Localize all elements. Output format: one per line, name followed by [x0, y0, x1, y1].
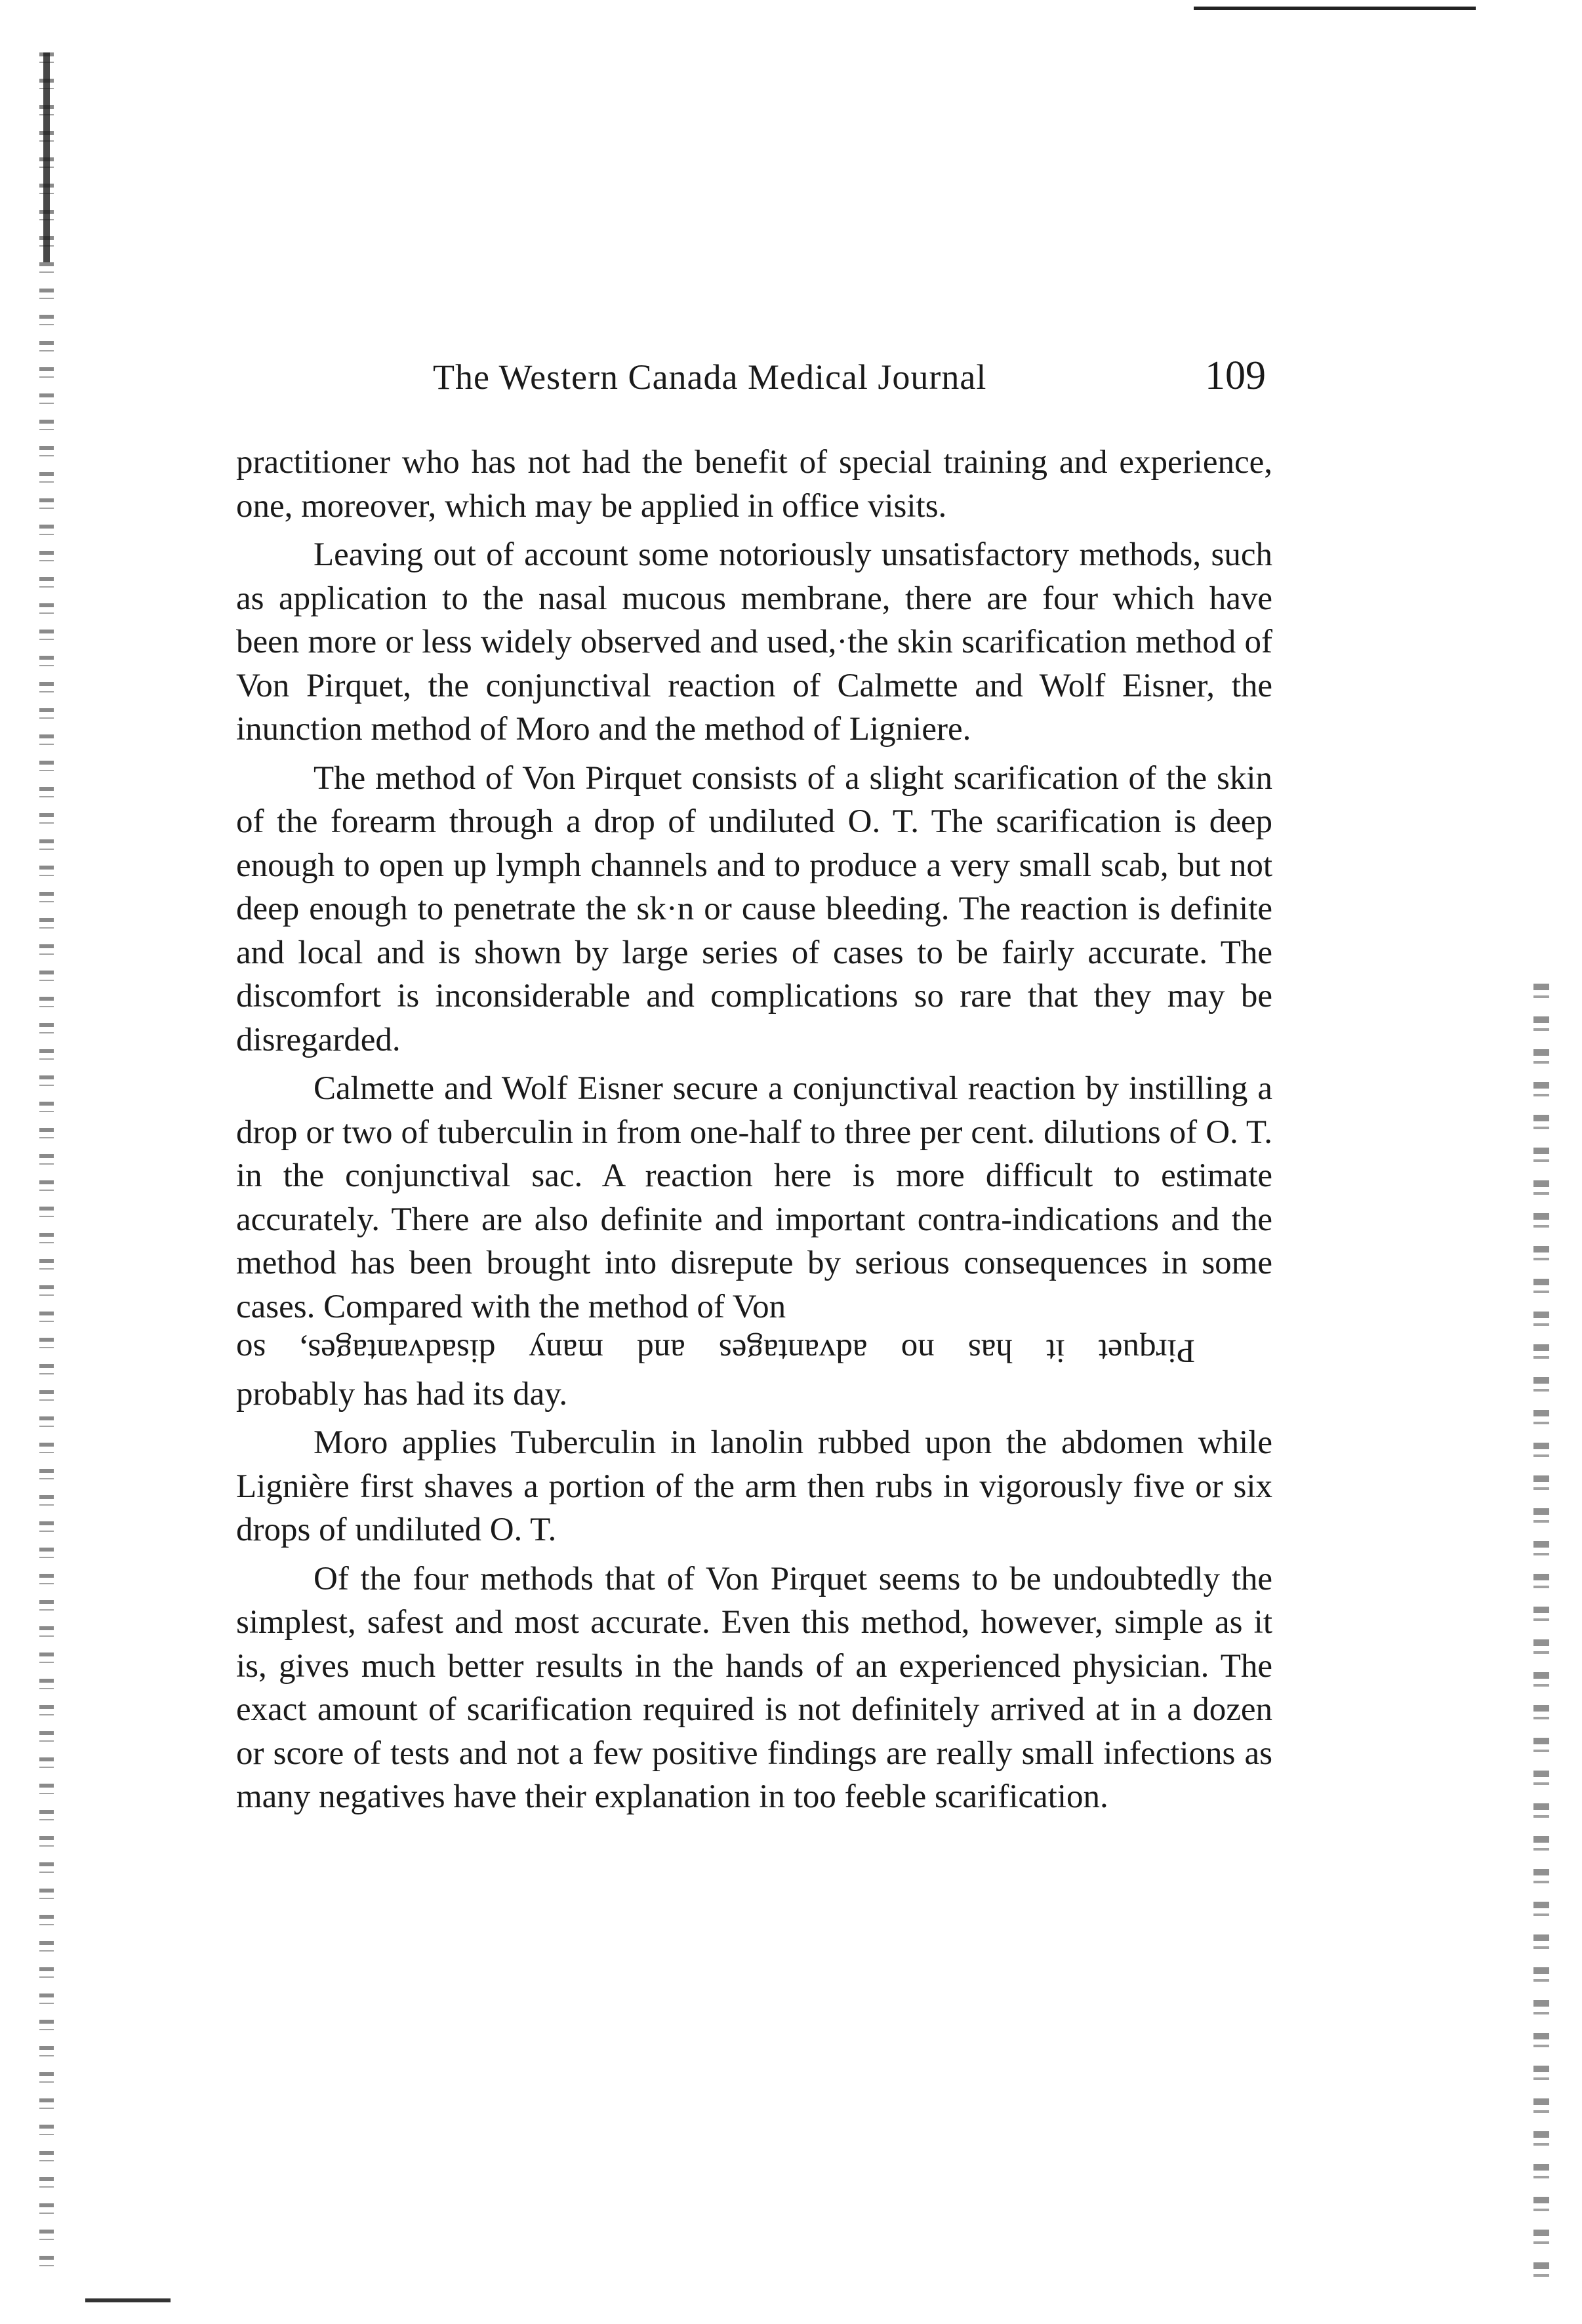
paragraph-calmette — [236, 1067, 1272, 1416]
scan-bottom-mark — [85, 2298, 171, 2302]
scan-edge-right — [1533, 984, 1549, 2295]
calmette-tail: probably has had its day. — [236, 1375, 568, 1412]
paragraph-conclusion: Of the four methods that of Von Pirquet seems to be undoubtedly the simplest, safest and most accurate. Even this method, however, simple as it is, gives much better results in the hands of an experienced physician. The exact amount of scarification required is not definitely arrived at in a dozen or score of tests and not a few positive findings are really small infections as many negatives have their explanation in too feeble scarification. — [236, 1560, 1272, 1815]
article-body — [236, 441, 1272, 1819]
journal-title: The Western Canada Medical Journal — [433, 357, 987, 397]
scan-top-mark — [1194, 7, 1476, 10]
running-header — [236, 342, 1272, 401]
paragraph-von-pirquet: The method of Von Pirquet consists of a slight scarification of the skin of the forearm through a drop of undiluted O. T. The scarification is deep enough to open up lymph channels and to produce a very small scab, but not deep enough to penetrate the sk·n or cause bleeding. The reaction is definite and local and is shown by large series of cases to be fairly accurate. The discomfort is inconsiderable and complications so rare that they may be disregarded. — [236, 759, 1272, 1058]
scan-edge-left — [39, 52, 54, 2282]
paragraph-continued: practitioner who has not had the benefit of special training and experience, one, moreover, which may be applied in office visits. — [236, 444, 1272, 525]
paragraph-moro: Moro applies Tuberculin in lanolin rubbed upon the abdomen while Lignière first shaves a portion of the arm then rubs in vigorously five or six drops of undiluted O. T. — [236, 1424, 1272, 1548]
scan-edge-shadow — [43, 52, 50, 262]
inverted-type-line: Pirquet it has no advantages and many disadvantages, so — [236, 1332, 1195, 1369]
page-number: 109 — [1205, 353, 1266, 398]
calmette-text: Calmette and Wolf Eisner secure a conjunctival reaction by instilling a drop or two of tuberculin in from one-half to three per cent. dilutions of O. T. in the conjunctival sac. A reaction here is more difficult to estimate accurately. There are also definite and important contra-indications and the method has been brought into disrepute by serious consequences in some cases. Compared with the method of Von — [236, 1070, 1272, 1325]
paragraph-methods: Leaving out of account some notoriously unsatisfactory methods, such as application to the nasal mucous membrane, there are four which have been more or less widely observed and used,·the skin scarification method of Von Pirquet, the conjunctival reaction of Calmette and Wolf Eisner, the inunction method of Moro and the method of Ligniere. — [236, 536, 1272, 748]
